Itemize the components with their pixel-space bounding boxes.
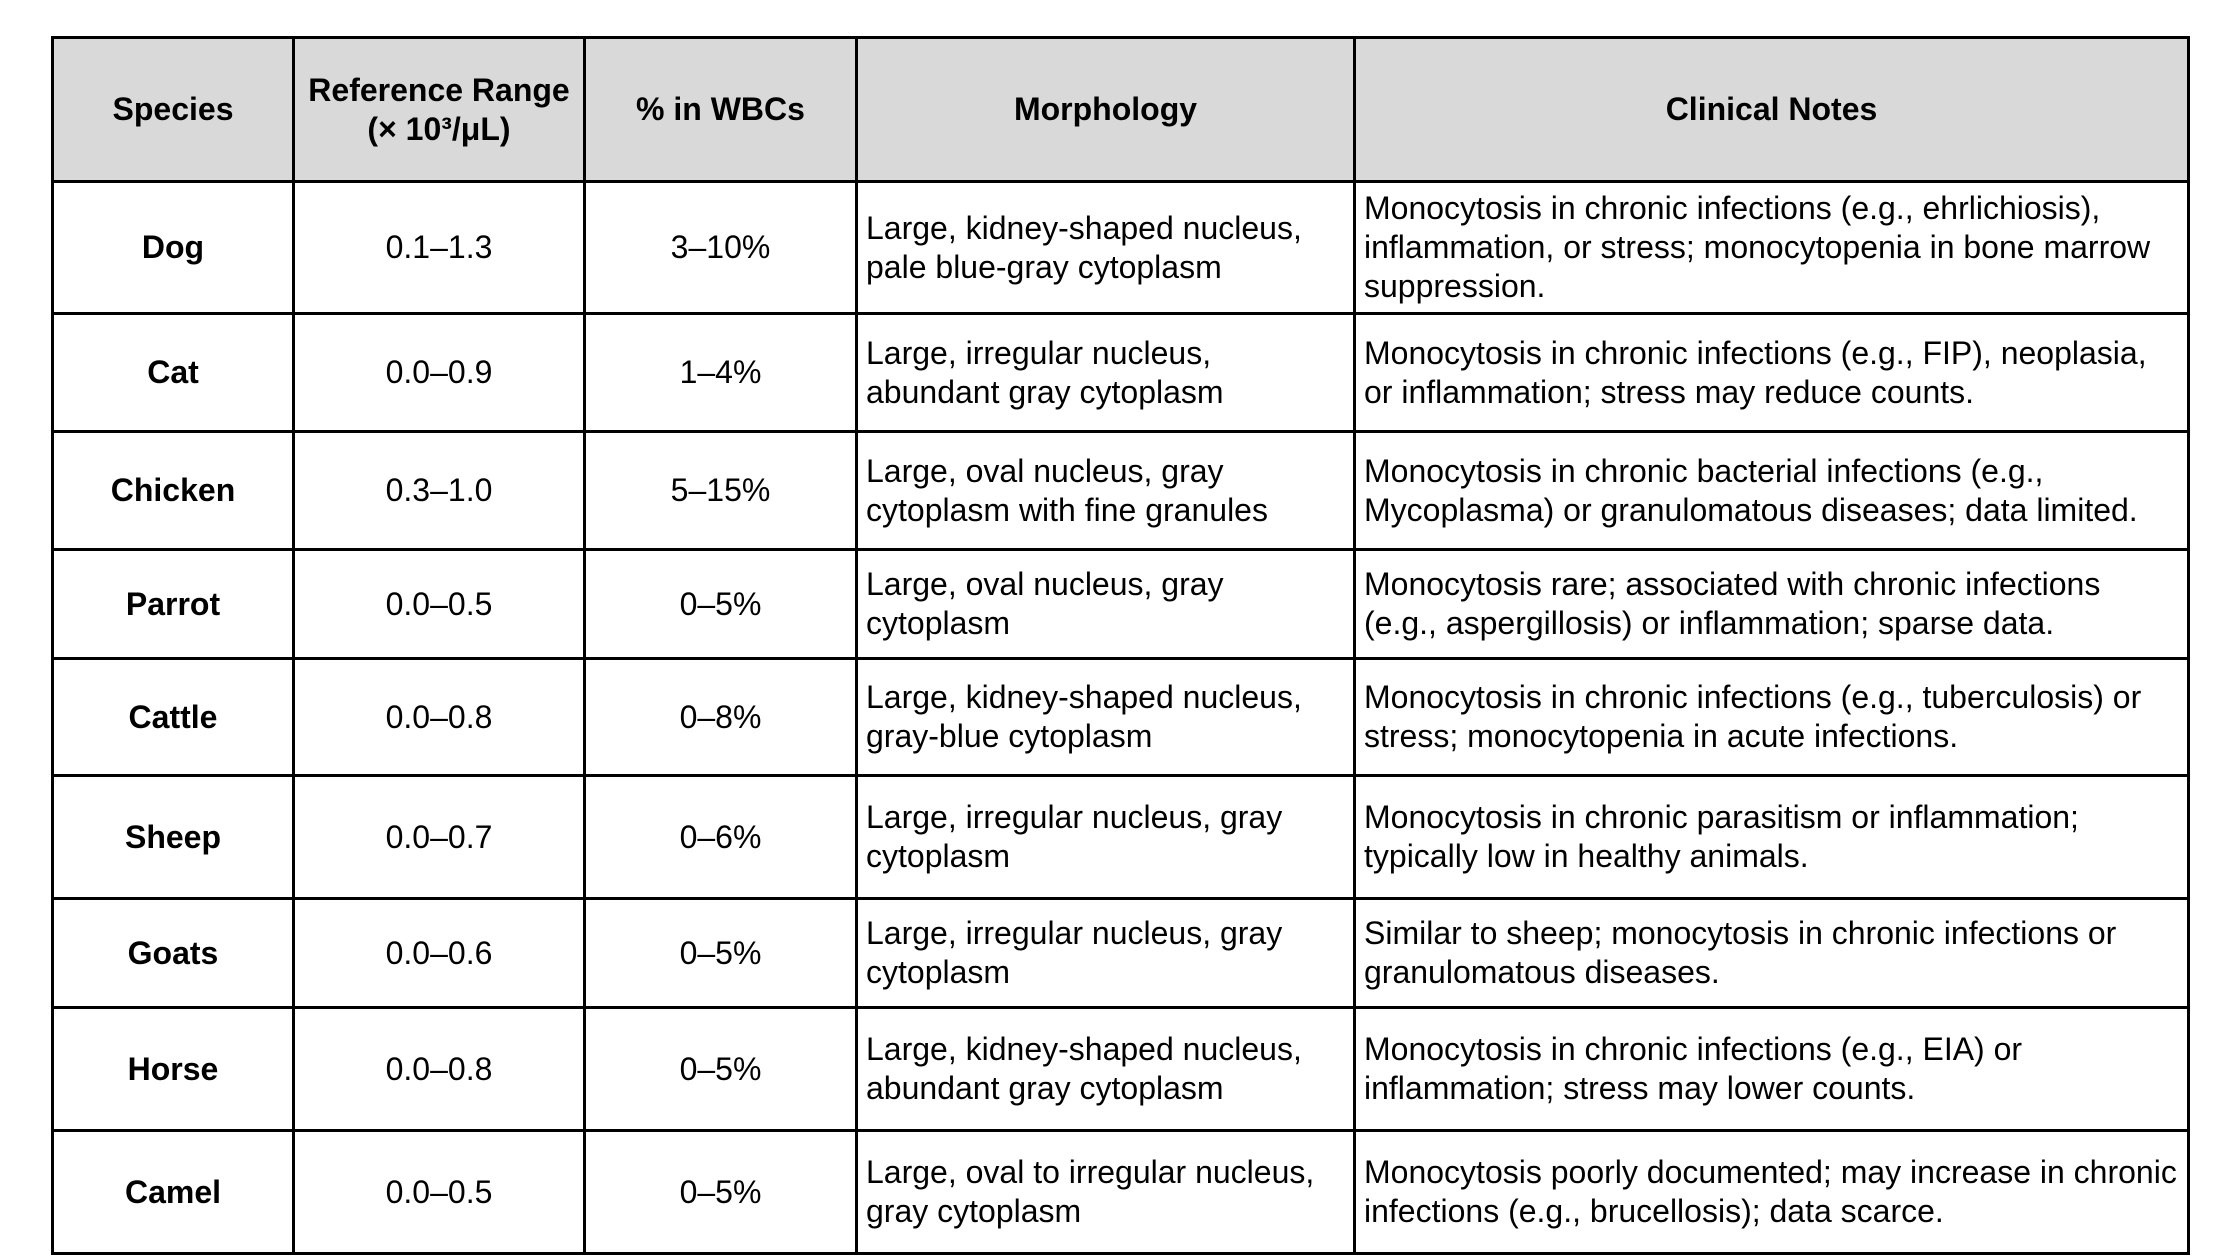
cell-morphology: Large, irregular nucleus, gray cytoplasm <box>857 899 1355 1008</box>
table-header <box>53 38 2189 182</box>
cell-species: Cat <box>53 314 294 432</box>
cell-morphology: Large, oval nucleus, gray cytoplasm with fine granules <box>857 432 1355 550</box>
cell-clinical-notes: Monocytosis in chronic bacterial infections (e.g., Mycoplasma) or granulomatous diseases; data limited. <box>1355 432 2189 550</box>
cell-percent-wbcs: 0–8% <box>585 659 857 776</box>
cell-reference-range: 0.0–0.5 <box>294 550 585 659</box>
cell-morphology: Large, oval to irregular nucleus, gray cytoplasm <box>857 1131 1355 1254</box>
cell-species: Sheep <box>53 776 294 899</box>
cell-clinical-notes: Monocytosis in chronic parasitism or inflammation; typically low in healthy animals. <box>1355 776 2189 899</box>
cell-morphology: Large, kidney-shaped nucleus, gray-blue cytoplasm <box>857 659 1355 776</box>
cell-morphology: Large, irregular nucleus, abundant gray cytoplasm <box>857 314 1355 432</box>
table-row <box>53 1131 2189 1254</box>
cell-species: Camel <box>53 1131 294 1254</box>
cell-morphology: Large, irregular nucleus, gray cytoplasm <box>857 776 1355 899</box>
cell-percent-wbcs: 0–6% <box>585 776 857 899</box>
cell-reference-range: 0.3–1.0 <box>294 432 585 550</box>
cell-percent-wbcs: 0–5% <box>585 1008 857 1131</box>
cell-reference-range: 0.0–0.7 <box>294 776 585 899</box>
header-row <box>53 38 2189 182</box>
table-row <box>53 432 2189 550</box>
cell-reference-range: 0.1–1.3 <box>294 182 585 314</box>
header-reference-range <box>294 38 585 182</box>
cell-percent-wbcs: 0–5% <box>585 550 857 659</box>
table-row <box>53 550 2189 659</box>
cell-morphology: Large, oval nucleus, gray cytoplasm <box>857 550 1355 659</box>
cell-clinical-notes: Monocytosis in chronic infections (e.g., tuberculosis) or stress; monocytopenia in acute infections. <box>1355 659 2189 776</box>
cell-morphology: Large, kidney-shaped nucleus, pale blue-gray cytoplasm <box>857 182 1355 314</box>
cell-percent-wbcs: 3–10% <box>585 182 857 314</box>
table-row <box>53 182 2189 314</box>
cell-reference-range: 0.0–0.8 <box>294 1008 585 1131</box>
header-clinical-notes: Clinical Notes <box>1355 38 2189 182</box>
cell-percent-wbcs: 0–5% <box>585 1131 857 1254</box>
cell-reference-range: 0.0–0.8 <box>294 659 585 776</box>
header-species: Species <box>53 38 294 182</box>
cell-species: Cattle <box>53 659 294 776</box>
cell-clinical-notes: Monocytosis in chronic infections (e.g., ehrlichiosis), inflammation, or stress; monocytopenia in bone marrow suppression. <box>1355 182 2189 314</box>
header-reference-range-line1: Reference Range <box>308 71 570 108</box>
cell-percent-wbcs: 0–5% <box>585 899 857 1008</box>
cell-reference-range: 0.0–0.5 <box>294 1131 585 1254</box>
table-row <box>53 314 2189 432</box>
cell-percent-wbcs: 5–15% <box>585 432 857 550</box>
table-row <box>53 899 2189 1008</box>
header-reference-range-line2: (× 10³/μL) <box>367 110 511 147</box>
table-row <box>53 659 2189 776</box>
monocyte-reference-table <box>51 36 2190 1255</box>
cell-clinical-notes: Monocytosis rare; associated with chronic infections (e.g., aspergillosis) or inflammation; sparse data. <box>1355 550 2189 659</box>
table-row <box>53 1008 2189 1131</box>
cell-clinical-notes: Monocytosis in chronic infections (e.g., EIA) or inflammation; stress may lower counts. <box>1355 1008 2189 1131</box>
cell-clinical-notes: Monocytosis poorly documented; may increase in chronic infections (e.g., brucellosis); data scarce. <box>1355 1131 2189 1254</box>
header-morphology: Morphology <box>857 38 1355 182</box>
cell-morphology: Large, kidney-shaped nucleus, abundant gray cytoplasm <box>857 1008 1355 1131</box>
cell-species: Horse <box>53 1008 294 1131</box>
header-percent-wbcs: % in WBCs <box>585 38 857 182</box>
table-row <box>53 776 2189 899</box>
cell-percent-wbcs: 1–4% <box>585 314 857 432</box>
cell-clinical-notes: Monocytosis in chronic infections (e.g., FIP), neoplasia, or inflammation; stress may reduce counts. <box>1355 314 2189 432</box>
cell-species: Chicken <box>53 432 294 550</box>
cell-species: Dog <box>53 182 294 314</box>
cell-species: Goats <box>53 899 294 1008</box>
table-body <box>53 182 2189 1254</box>
cell-species: Parrot <box>53 550 294 659</box>
cell-clinical-notes: Similar to sheep; monocytosis in chronic infections or granulomatous diseases. <box>1355 899 2189 1008</box>
cell-reference-range: 0.0–0.9 <box>294 314 585 432</box>
cell-reference-range: 0.0–0.6 <box>294 899 585 1008</box>
